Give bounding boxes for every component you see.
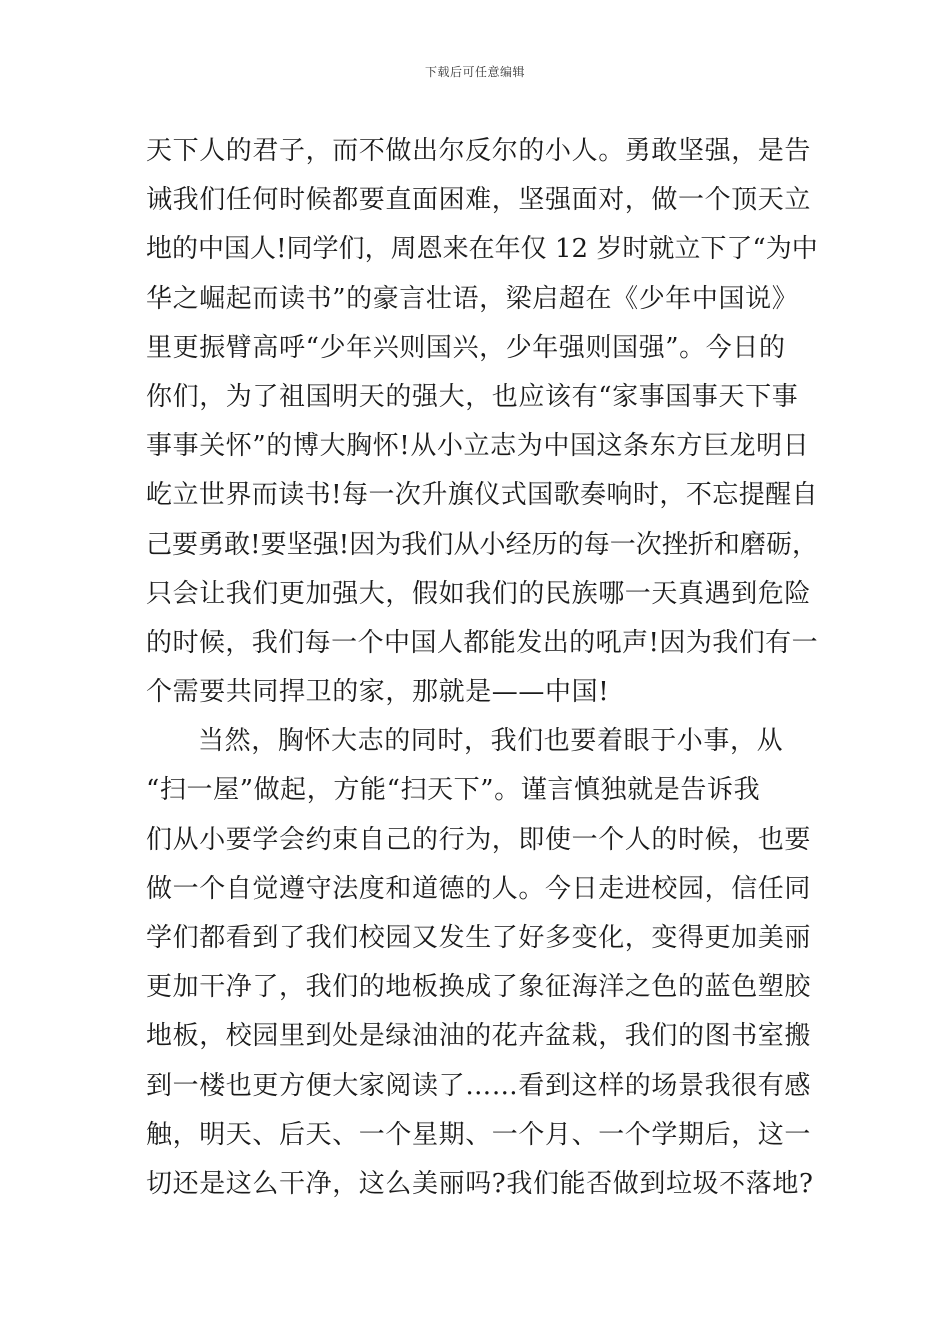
text-line: 的时候，我们每一个中国人都能发出的吼声!因为我们有一 [146, 627, 819, 658]
text-line: 到一楼也更方便大家阅读了……看到这样的场景我很有感 [146, 1070, 812, 1101]
text-line: 地板，校园里到处是绿油油的花卉盆栽，我们的图书室搬 [146, 1021, 812, 1052]
text-line: 天下人的君子，而不做出尔反尔的小人。勇敢坚强，是告 [146, 136, 812, 166]
text-line: 做一个自觉遵守法度和道德的人。今日走进校园，信任同 [146, 873, 812, 904]
text-line: 学们都看到了我们校园又发生了好多变化，变得更加美丽 [146, 923, 812, 953]
text-line: “扫一屋”做起，方能“扫天下”。谨言慎独就是告诉我 [146, 775, 761, 806]
text-line: 己要勇敢!要坚强!因为我们从小经历的每一次挫折和磨砺， [146, 529, 819, 560]
text-line: 屹立世界而读书!每一次升旗仪式国歌奏响时，不忘提醒自 [146, 480, 819, 511]
page-header: 下载后可任意编辑 [424, 65, 525, 79]
text-line: 切还是这么干净，这么美丽吗?我们能否做到垃圾不落地? [146, 1168, 814, 1199]
text-line: 个需要共同捍卫的家，那就是——中国! [146, 677, 610, 708]
text-line: 只会让我们更加强大，假如我们的民族哪一天真遇到危险 [146, 578, 812, 609]
body-text [146, 127, 818, 1209]
text-line: 事事关怀”的博大胸怀!从小立志为中国这条东方巨龙明日 [146, 431, 810, 462]
text-line: 你们，为了祖国明天的强大，也应该有“家事国事天下事 [146, 381, 799, 412]
text-line: 更加干净了，我们的地板换成了象征海洋之色的蓝色塑胶 [146, 972, 812, 1003]
text-line: 诫我们任何时候都要直面困难，坚强面对，做一个顶天立 [146, 185, 812, 216]
text-line: 触，明天、后天、一个星期、一个月、一个学期后，这一 [146, 1119, 812, 1150]
text-line: 当然，胸怀大志的同时，我们也要着眼于小事，从 [198, 726, 784, 757]
text-line: 华之崛起而读书”的豪言壮语，梁启超在《少年中国说》 [146, 283, 799, 314]
text-line: 地的中国人!同学们，周恩来在年仅 12 岁时就立下了“为中 [146, 234, 818, 265]
text-line: 里更振臂高呼“少年兴则国兴，少年强则国强”。今日的 [146, 332, 786, 363]
text-line: 们从小要学会约束自己的行为，即使一个人的时候，也要 [146, 824, 812, 855]
